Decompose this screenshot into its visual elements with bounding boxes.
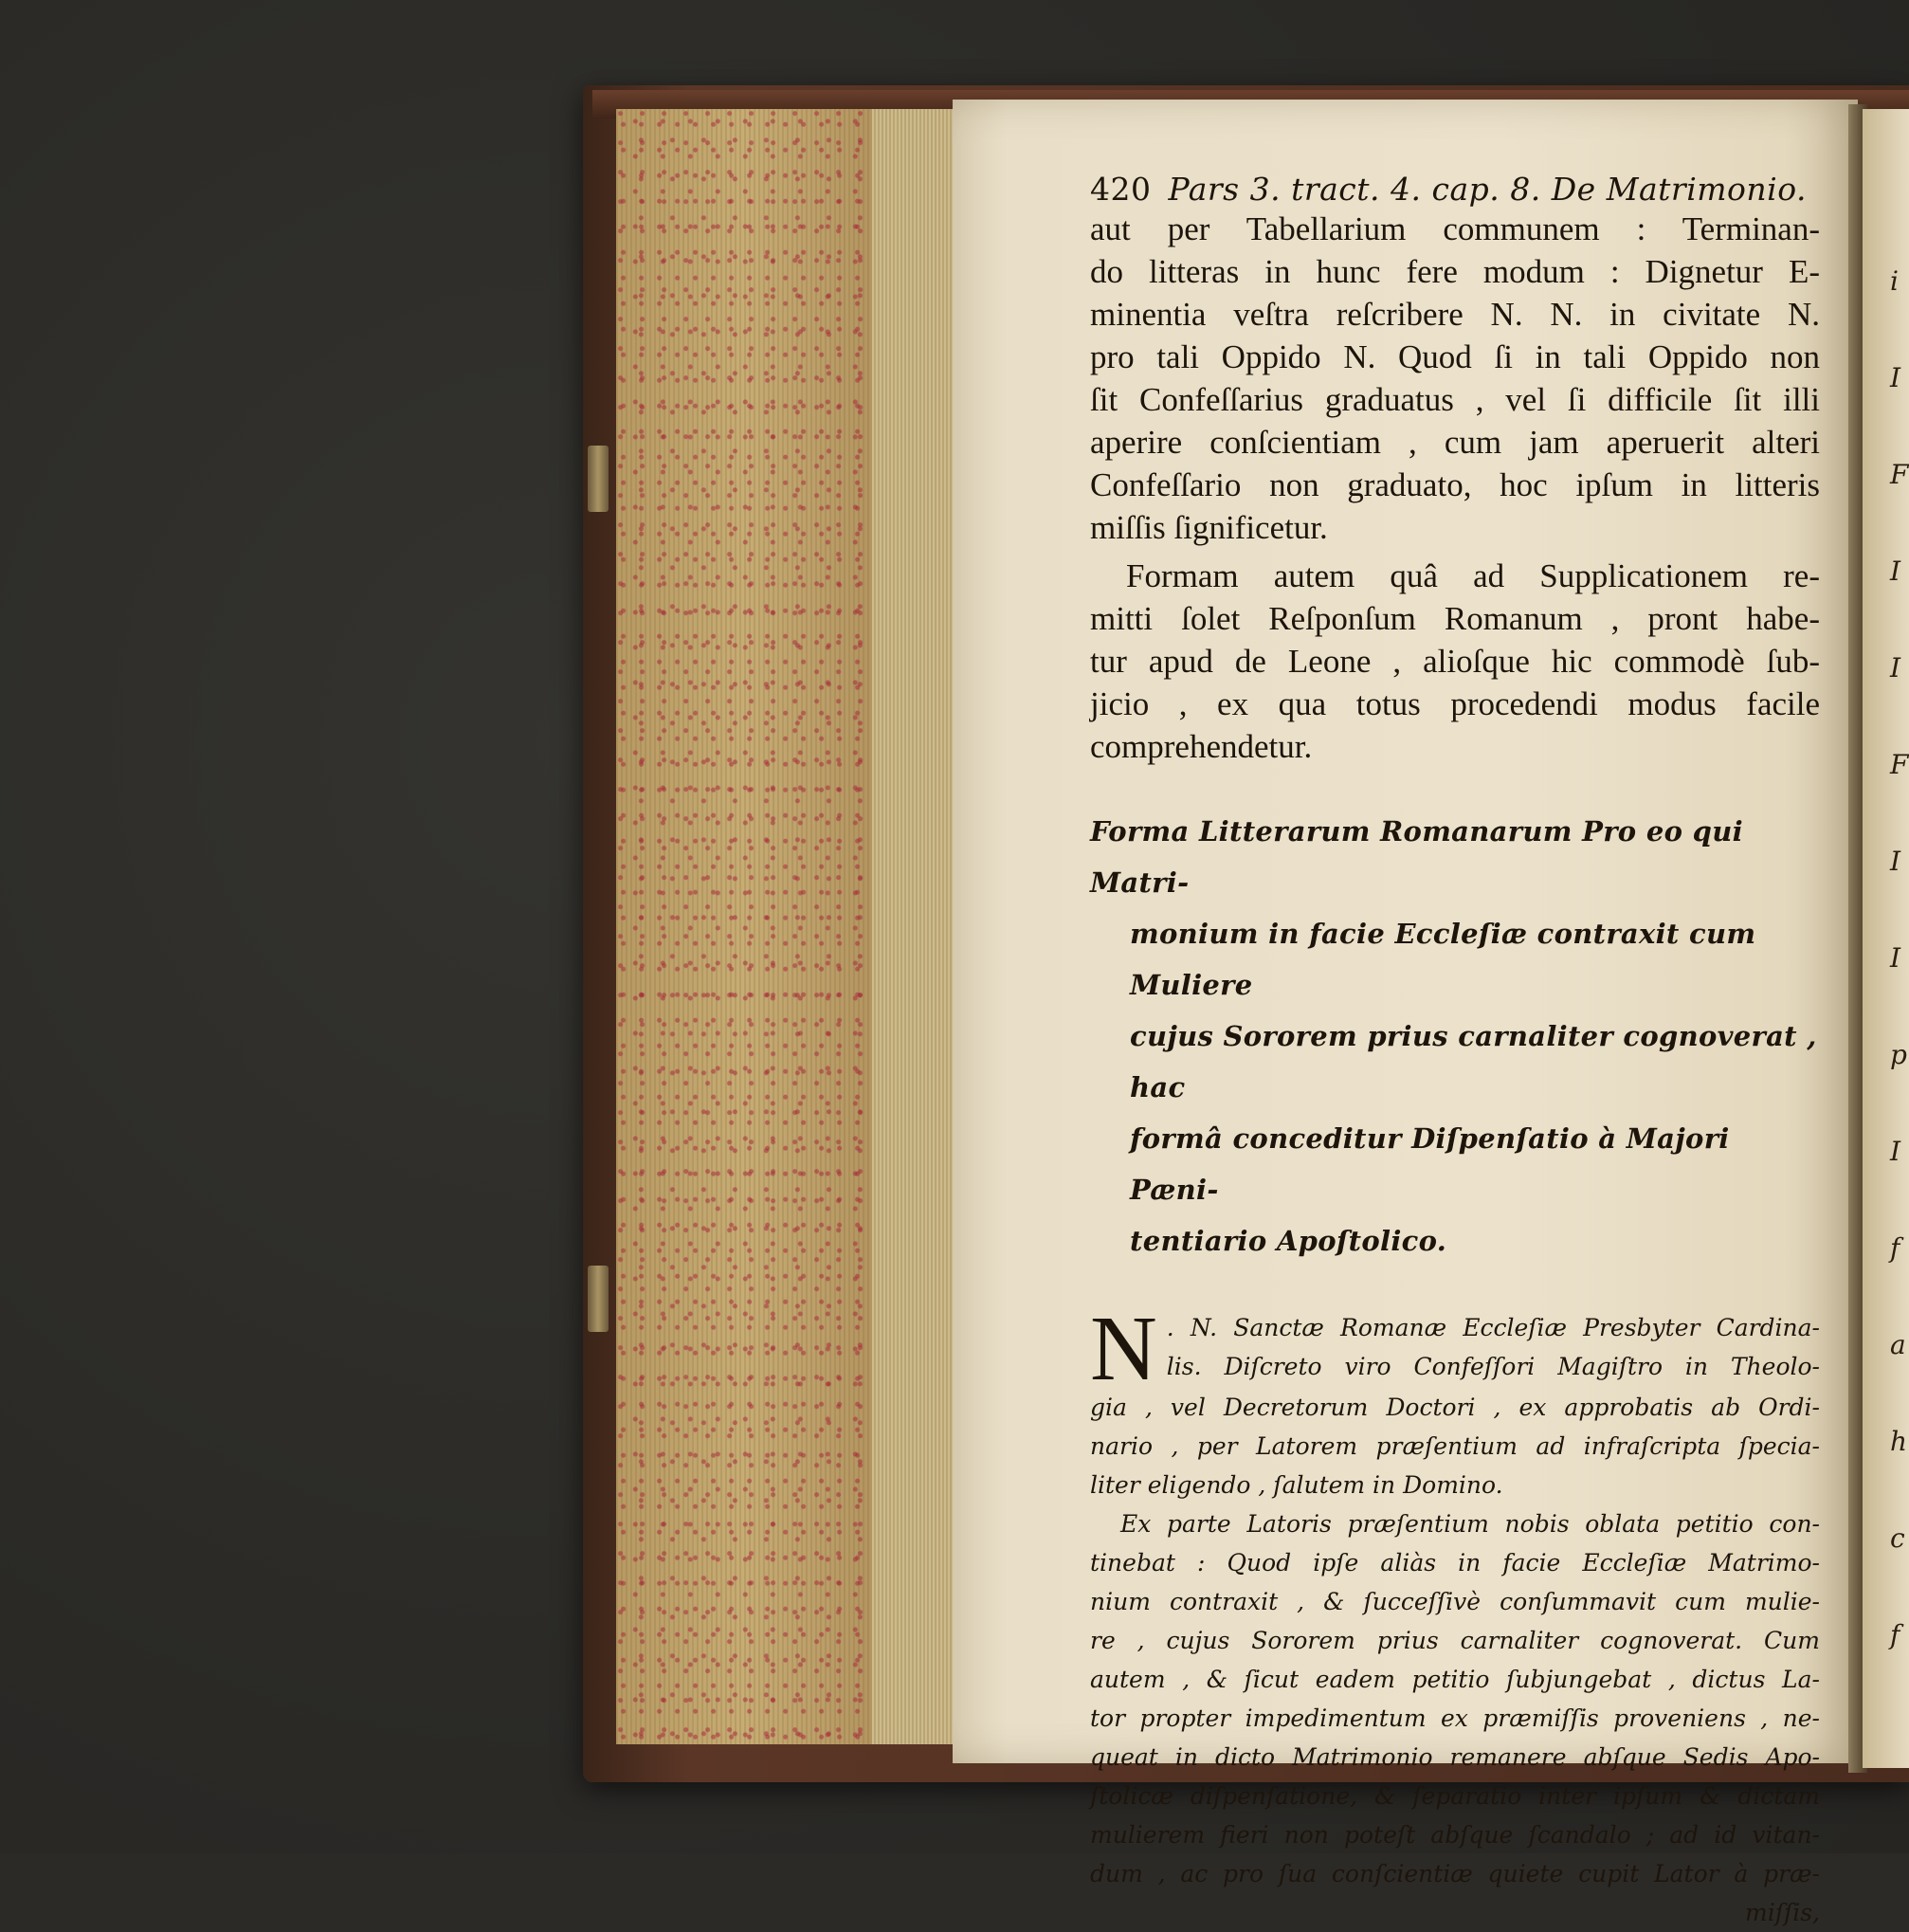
facing-page-glyph: F — [1890, 459, 1909, 490]
facing-page-glyph: I — [1890, 942, 1901, 974]
page-text — [1090, 171, 1820, 1932]
body-line: Confeſſario non graduato, hoc ipſum in litteris — [1090, 466, 1820, 503]
facing-page-glyph: I — [1890, 362, 1901, 393]
letter-line: tinebat : Quod ipſe aliàs in facie Eccleſiæ Matrimo- — [1090, 1549, 1820, 1577]
section-caption — [1090, 806, 1820, 1267]
letter-line: nario , per Latorem præſentium ad infraſcripta ſpecia- — [1090, 1432, 1820, 1460]
facing-page-glyph: I — [1890, 556, 1901, 587]
letter-line: autem , & ſicut eadem petitio ſubjungebat , dictus La- — [1090, 1666, 1820, 1693]
facing-page-glyph: i — [1890, 265, 1899, 297]
body-line: jicio , ex qua totus procedendi modus facile — [1090, 685, 1820, 722]
page-block-inner-edges — [872, 109, 957, 1744]
letter-line: . N. Sanctæ Romanæ Eccleſiæ Presbyter Cardina- — [1166, 1314, 1820, 1341]
letter-line: Ex parte Latoris præſentium nobis oblata petitio con- — [1120, 1510, 1820, 1538]
letter-line: mulierem fieri non poteſt abſque ſcandalo ; ad id vitan- — [1090, 1821, 1820, 1849]
letter-line: nium contraxit , & ſucceſſivè conſummavit cum mulie- — [1090, 1588, 1820, 1615]
letter-line: liter eligendo , ſalutem in Domino. — [1090, 1471, 1503, 1499]
facing-page-glyph: f — [1890, 1232, 1900, 1264]
drop-capital: N — [1090, 1298, 1157, 1400]
page-block-edges — [616, 109, 872, 1744]
body-line: aperire conſcientiam , cum jam aperuerit alteri — [1090, 424, 1820, 461]
running-title: Pars 3. tract. 4. cap. 8. De Matrimonio. — [1168, 171, 1807, 208]
body-paragraph-1 — [1090, 208, 1820, 549]
body-line: aut per Tabellarium communem : Terminan- — [1090, 210, 1820, 247]
body-line: minentia veſtra reſcribere N. N. in civitate N. — [1090, 296, 1820, 333]
body-line: mitti ſolet Reſponſum Romanum , pront habe- — [1090, 600, 1820, 637]
clasp-lower — [588, 1266, 609, 1332]
clasp-upper — [588, 446, 609, 512]
body-line: do litteras in hunc fere modum : Dignetur E- — [1090, 253, 1820, 290]
letter-line: tor propter impedimentum ex præmiſſis proveniens , ne- — [1090, 1704, 1820, 1732]
body-line: tur apud de Leone , alioſque hic commodè ſub- — [1090, 643, 1820, 680]
facing-page-glyph: a — [1890, 1329, 1906, 1360]
letter-line: ſtolicæ diſpenſatione, & ſeparatio inter ipſum & dictam — [1090, 1782, 1820, 1810]
running-header — [1090, 171, 1820, 208]
letter-line: lis. Diſcreto viro Confeſſori Magiſtro in Theolo- — [1166, 1353, 1820, 1380]
facing-page-glyph: h — [1890, 1426, 1908, 1457]
body-paragraph-2 — [1090, 555, 1820, 768]
facing-page-glyph: c — [1890, 1522, 1905, 1554]
letter-line: gia , vel Decretorum Doctori , ex approbatis ab Ordi- — [1090, 1394, 1820, 1421]
catchword: miſſis, — [1745, 1899, 1820, 1926]
facing-page-glyph: I — [1890, 652, 1901, 683]
page-number: 420 — [1090, 171, 1152, 208]
facing-page-edge — [1863, 109, 1909, 1768]
facing-page-glyph: f — [1890, 1619, 1900, 1650]
letter-text — [1090, 1298, 1820, 1932]
body-line: comprehendetur. — [1090, 728, 1313, 765]
facing-page-glyph: I — [1890, 846, 1901, 877]
body-line: pro tali Oppido N. Quod ſi in tali Oppido non — [1090, 338, 1820, 375]
caption-line: monium in facie Eccleſiæ contraxit cum Muliere — [1130, 918, 1756, 1001]
facing-page-glyph: p — [1890, 1039, 1907, 1070]
body-line: ſit Confeſſarius graduatus , vel ſi difficile ſit illi — [1090, 381, 1820, 418]
letter-line: queat in dicto Matrimonio remanere abſque Sedis Apo- — [1090, 1743, 1820, 1771]
body-line: miſſis ſignificetur. — [1090, 509, 1328, 546]
body-line: Formam autem quâ ad Supplicationem re- — [1126, 557, 1820, 594]
caption-line: tentiario Apoſtolico. — [1130, 1225, 1447, 1257]
caption-line: Forma Litterarum Romanarum Pro eo qui Matri- — [1090, 815, 1743, 899]
letter-line: dum , ac pro ſua conſcientiæ quiete cupit Lator à præ- — [1090, 1860, 1820, 1887]
facing-page-glyph: I — [1890, 1136, 1901, 1167]
caption-line: formâ conceditur Diſpenſatio à Majori Pæni- — [1130, 1122, 1730, 1206]
facing-page-glyph: F — [1890, 749, 1909, 780]
letter-line: re , cujus Sororem prius carnaliter cognoverat. Cum — [1090, 1627, 1820, 1654]
caption-line: cujus Sororem prius carnaliter cognoverat , hac — [1130, 1020, 1817, 1103]
